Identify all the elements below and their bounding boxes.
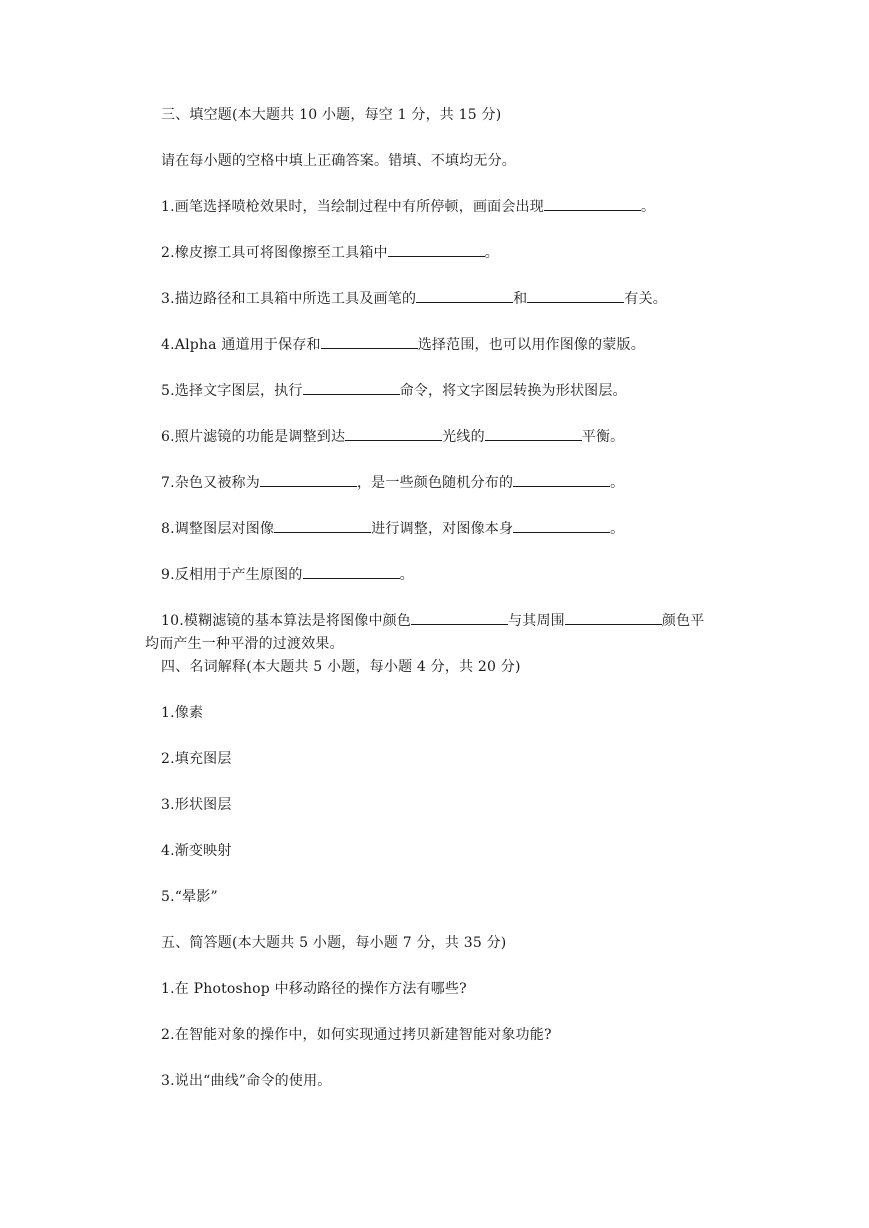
answer-blank xyxy=(303,380,400,395)
answer-blank xyxy=(485,426,582,441)
question-text: 7.杂色又被称为 xyxy=(161,475,260,491)
question-text: 有关。 xyxy=(624,291,667,307)
term-item: 2.填充图层 xyxy=(161,751,232,767)
question-text: 平衡。 xyxy=(581,429,625,445)
question-text: 8.调整图层对图像 xyxy=(161,521,275,537)
question-text: 6.照片滤镜的功能是调整到达 xyxy=(161,429,346,445)
question-text: 。 xyxy=(610,521,625,537)
question-1 xyxy=(161,196,751,219)
answer-blank xyxy=(274,518,371,533)
question-text: 9.反相用于产生原图的 xyxy=(161,567,303,583)
answer-blank xyxy=(411,610,508,625)
question-text: 4.Alpha 通道用于保存和 xyxy=(161,337,321,353)
question-text: 进行调整，对图像本身 xyxy=(371,521,514,537)
question-text: 命令，将文字图层转换为形状图层。 xyxy=(399,383,627,399)
short-answer-item: 2.在智能对象的操作中，如何实现通过拷贝新建智能对象功能? xyxy=(161,1027,552,1043)
question-text: 1.画笔选择喷枪效果时，当绘制过程中有所停顿，画面会出现 xyxy=(161,199,544,215)
question-text: 光线的 xyxy=(442,429,485,445)
question-3 xyxy=(161,288,751,311)
question-4 xyxy=(161,334,751,357)
question-text: 10.模糊滤镜的基本算法是将图像中颜色 xyxy=(161,613,412,629)
answer-blank xyxy=(544,196,641,211)
question-8 xyxy=(161,518,751,541)
question-text: 。 xyxy=(610,475,625,491)
question-7 xyxy=(161,472,751,495)
answer-blank xyxy=(416,288,513,303)
answer-blank xyxy=(388,242,485,257)
short-answer-item: 3.说出“曲线”命令的使用。 xyxy=(161,1073,332,1089)
short-answer-item: 1.在 Photoshop 中移动路径的操作方法有哪些? xyxy=(161,981,467,997)
answer-blank xyxy=(321,334,418,349)
section3-instruction: 请在每小题的空格中填上正确答案。错填、不填均无分。 xyxy=(161,153,516,169)
answer-blank xyxy=(513,518,610,533)
question-9 xyxy=(161,564,751,587)
answer-blank xyxy=(513,472,610,487)
question-text: 3.描边路径和工具箱中所选工具及画笔的 xyxy=(161,291,417,307)
question-text: 2.橡皮擦工具可将图像擦至工具箱中 xyxy=(161,245,388,261)
question-text: 。 xyxy=(640,199,656,215)
term-item: 4.渐变映射 xyxy=(161,843,232,859)
question-text: 颜色平 xyxy=(661,613,705,629)
term-item: 3.形状图层 xyxy=(161,797,232,813)
question-text: ，是一些颜色随机分布的 xyxy=(356,475,514,491)
term-item: 5.“晕影” xyxy=(161,889,218,905)
section3-heading: 三、填空题(本大题共 10 小题，每空 1 分，共 15 分) xyxy=(161,107,502,123)
section4-heading: 四、名词解释(本大题共 5 小题，每小题 4 分，共 20 分) xyxy=(161,659,521,675)
question-10-continued: 均而产生一种平滑的过渡效果。 xyxy=(145,636,344,652)
question-text: 选择范围，也可以用作图像的蒙版。 xyxy=(417,337,645,353)
question-text: 。 xyxy=(484,245,499,261)
answer-blank xyxy=(303,564,400,579)
question-6 xyxy=(161,426,751,449)
question-text: 5.选择文字图层，执行 xyxy=(161,383,303,399)
question-text: 与其周围 xyxy=(508,613,565,629)
exam-page xyxy=(145,104,751,1093)
answer-blank xyxy=(527,288,624,303)
question-10 xyxy=(161,610,751,633)
question-text: 和 xyxy=(513,291,528,307)
answer-blank xyxy=(260,472,357,487)
term-item: 1.像素 xyxy=(161,705,204,721)
section5-heading: 五、简答题(本大题共 5 小题，每小题 7 分，共 35 分) xyxy=(161,935,507,951)
question-5 xyxy=(161,380,751,403)
answer-blank xyxy=(565,610,662,625)
question-2 xyxy=(161,242,751,265)
answer-blank xyxy=(345,426,442,441)
question-text: 。 xyxy=(399,567,414,583)
